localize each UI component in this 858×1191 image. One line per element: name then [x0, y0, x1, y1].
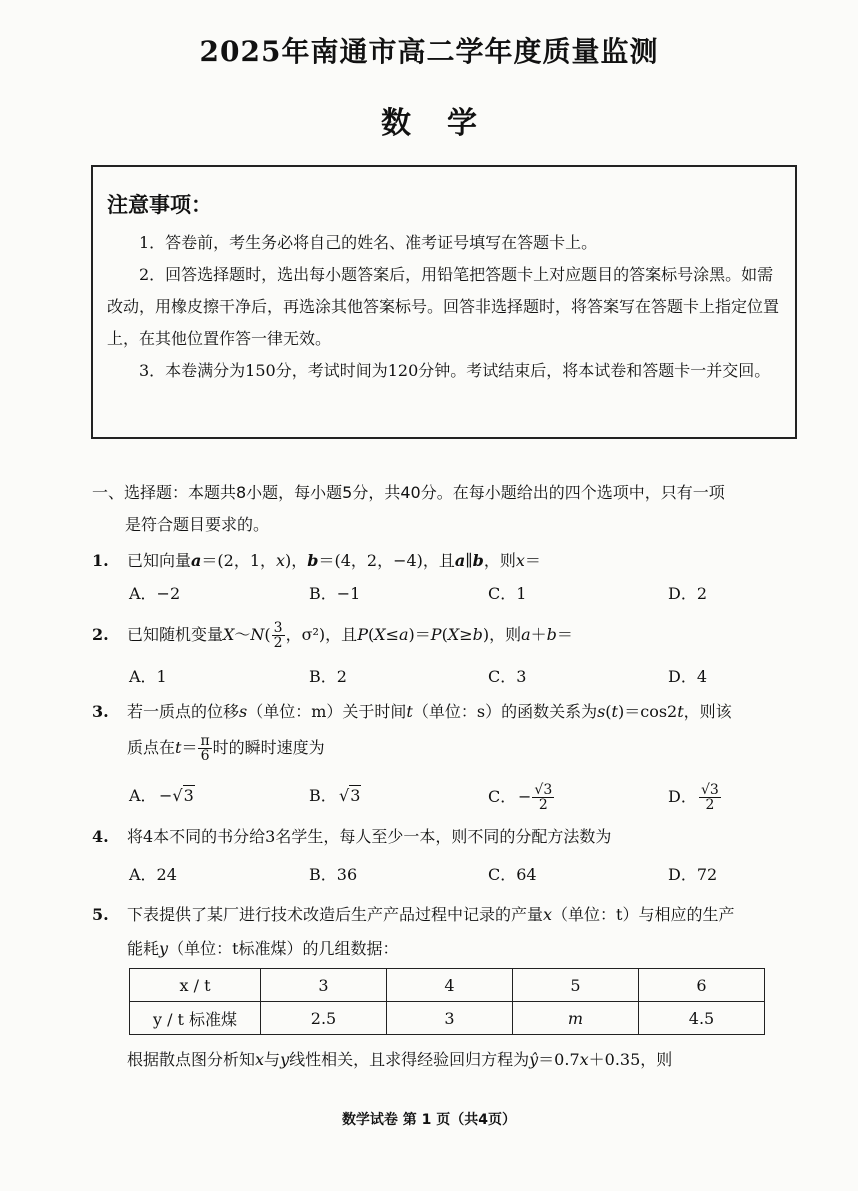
table-cell: 4.5: [639, 1002, 765, 1035]
table-cell: 3: [387, 1002, 513, 1035]
table-cell: 3: [261, 969, 387, 1002]
table-row: [130, 1002, 765, 1035]
page-footer: 数学试卷 第 1 页（共4页）: [341, 1112, 517, 1128]
table-cell: m: [513, 1002, 639, 1035]
question-2-options: [129, 664, 729, 694]
exam-title: 2025年南通市高二学年度质量监测: [199, 35, 659, 68]
option-a: A．−2: [129, 584, 181, 603]
question-3-options: [129, 783, 729, 813]
table-row: [130, 969, 765, 1002]
option-a: A． −√3: [129, 786, 194, 805]
table-cell: 5: [513, 969, 639, 1002]
question-number: 4.: [92, 827, 109, 846]
option-d: D．4: [668, 667, 708, 686]
question-1-options: [129, 581, 729, 611]
question-text: 已知随机变量X～N( $\frac{3}{2}$ ，σ²)，且P(X≤a)＝P(X≥b)，则a＋b＝: [127, 620, 573, 651]
option-b: B．36: [309, 865, 358, 884]
option-b: B． √3: [309, 786, 361, 805]
option-c: C． − $\frac{√3}{2}$: [488, 782, 553, 813]
notice-item-2: 2．回答选择题时，选出每小题答案后，用铅笔把答题卡上对应题目的答案标号涂黑。如需改动，用橡皮擦干净后，再选涂其他答案标号。回答非选择题时，将答案写在答题卡上指定位置上，在其他位置作答一律无效。: [107, 265, 780, 348]
subject-title: 数学: [381, 106, 513, 141]
question-text: 下表提供了某厂进行技术改造后生产产品过程中记录的产量x（单位：t）与相应的生产: [127, 905, 735, 924]
question-text: 已知向量a＝(2，1，x)，b＝(4，2，−4)，且a∥b，则x＝: [127, 551, 541, 570]
option-d: D．2: [668, 584, 708, 603]
option-a: A．1: [129, 667, 167, 686]
option-c: C．3: [488, 667, 527, 686]
question-text: 将4本不同的书分给3名学生，每人至少一本，则不同的分配方法数为: [127, 827, 612, 846]
option-b: B．2: [309, 667, 347, 686]
table-cell: 4: [387, 969, 513, 1002]
option-c: C．1: [488, 584, 527, 603]
table-cell: y / t 标准煤: [130, 1002, 261, 1035]
question-number: 5.: [92, 905, 109, 924]
notice-box: [91, 165, 797, 439]
question-4-options: [129, 862, 729, 892]
question-number: 2.: [92, 625, 109, 644]
notice-title: 注意事项：: [107, 193, 212, 217]
table-cell: 2.5: [261, 1002, 387, 1035]
option-c: C．64: [488, 865, 537, 884]
option-a: A．24: [129, 865, 177, 884]
question-text: 若一质点的位移s（单位：m）关于时间t（单位：s）的函数关系为s(t)＝cos2t，则该: [127, 702, 732, 721]
option-d: D．72: [668, 865, 718, 884]
table-cell: 6: [639, 969, 765, 1002]
table-cell: x / t: [130, 969, 261, 1002]
section-heading: 一、选择题：本题共8小题，每小题5分，共40分。在每小题给出的四个选项中，只有一项 是符合题目要求的。: [92, 483, 725, 534]
option-d: D． $\frac{√3}{2}$: [668, 782, 719, 813]
question-number: 3.: [92, 702, 109, 721]
data-table: [129, 968, 765, 1035]
option-b: B．−1: [309, 584, 361, 603]
notice-item-3: 3．本卷满分为150分，考试时间为120分钟。考试结束后，将本试卷和答题卡一并交回。: [139, 361, 771, 380]
question-number: 1.: [92, 551, 109, 570]
notice-item-1: 1．答卷前，考生务必将自己的姓名、准考证号填写在答题卡上。: [139, 233, 598, 252]
